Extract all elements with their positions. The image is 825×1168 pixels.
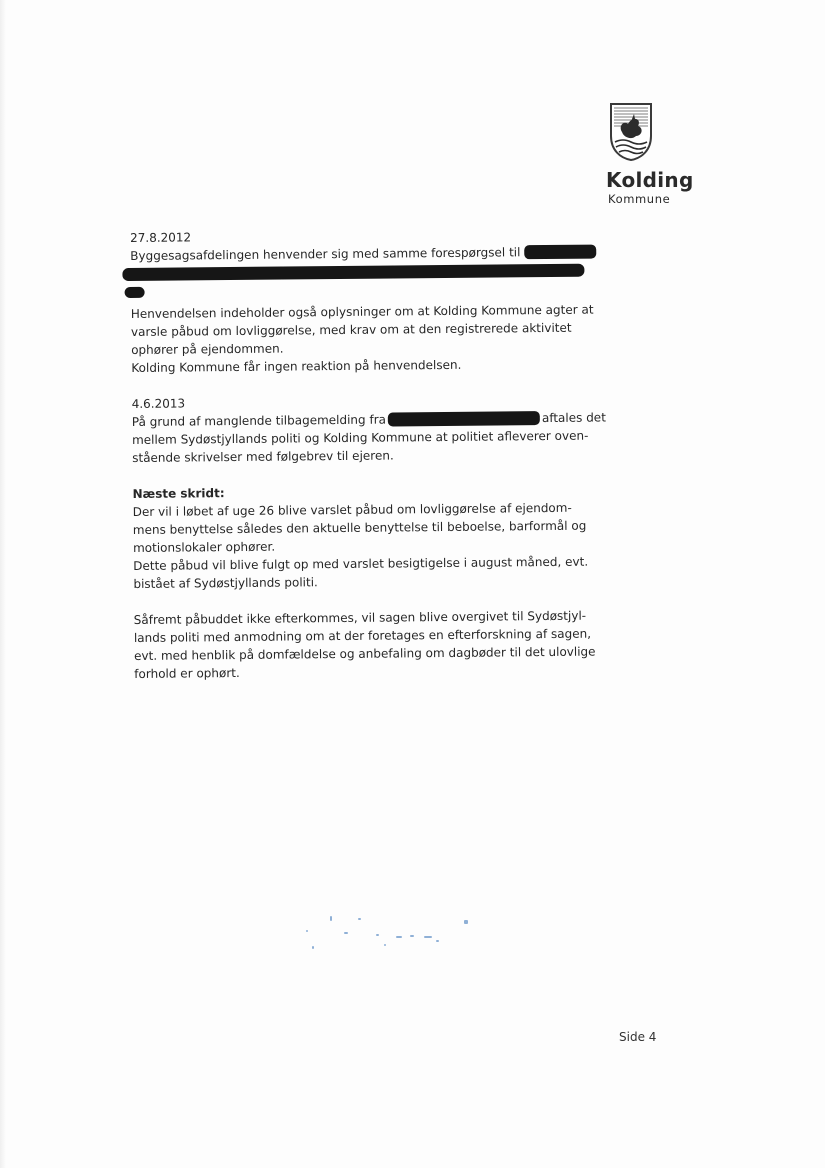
body-line: ophører på ejendommen.	[131, 341, 284, 357]
section-heading: Næste skridt:	[132, 486, 225, 501]
scan-artifact	[300, 912, 480, 962]
redaction-mark	[524, 245, 596, 260]
scan-edge-shadow	[0, 0, 6, 1168]
redaction-mark	[388, 411, 540, 426]
body-line: Der vil i løbet af uge 26 blive varslet påbud om lovliggørelse af ejendom-	[132, 500, 572, 519]
brand-name: Kolding	[606, 168, 694, 192]
text-run: Byggesagsafdelingen henvender sig med samme forespørgsel til	[130, 245, 521, 263]
body-line: Såfremt påbuddet ikke efterkommes, vil sagen blive overgivet til Sydøstjyl-	[133, 608, 587, 627]
kolding-logo	[604, 102, 696, 206]
brand-subtitle: Kommune	[608, 192, 671, 206]
text-run: aftales det	[541, 410, 606, 426]
entry-date: 27.8.2012	[130, 230, 192, 245]
body-line: forhold er ophørt.	[134, 665, 240, 681]
text-run: På grund af manglende tilbagemelding fra	[131, 412, 387, 429]
body-line: evt. med henblik på domfældelse og anbefaling om dagbøder til det ulovlige	[134, 644, 596, 663]
body-line: lands politi med anmodning om at der foretages en efterforskning af sagen,	[133, 626, 592, 645]
body-line: stående skrivelser med følgebrev til ejeren.	[132, 448, 394, 465]
coat-of-arms-icon	[608, 102, 654, 162]
body-line: varsle påbud om lovliggørelse, med krav om at den registrerede aktivitet	[130, 320, 572, 339]
letter-body	[130, 224, 614, 683]
redaction-mark	[125, 287, 145, 298]
redaction-mark	[122, 264, 584, 281]
body-line: bistået af Sydøstjyllands politi.	[133, 575, 318, 591]
body-line: mellem Sydøstjyllands politi og Kolding Kommune at politiet afleverer oven-	[131, 428, 589, 447]
body-line: motionslokaler ophører.	[132, 539, 276, 555]
body-line: mens benyttelse således den aktuelle benyttelse til beboelse, barformål og	[132, 518, 587, 537]
body-line: Henvendelsen indeholder også oplysninger om at Kolding Kommune agter at	[130, 302, 594, 321]
body-line: Dette påbud vil blive fulgt op med varslet besigtigelse i august måned, evt.	[133, 554, 589, 573]
entry-date: 4.6.2013	[131, 396, 186, 411]
body-line: Kolding Kommune får ingen reaktion på henvendelsen.	[131, 357, 462, 375]
body-line	[130, 242, 610, 265]
page-number: Side 4	[619, 1030, 657, 1044]
